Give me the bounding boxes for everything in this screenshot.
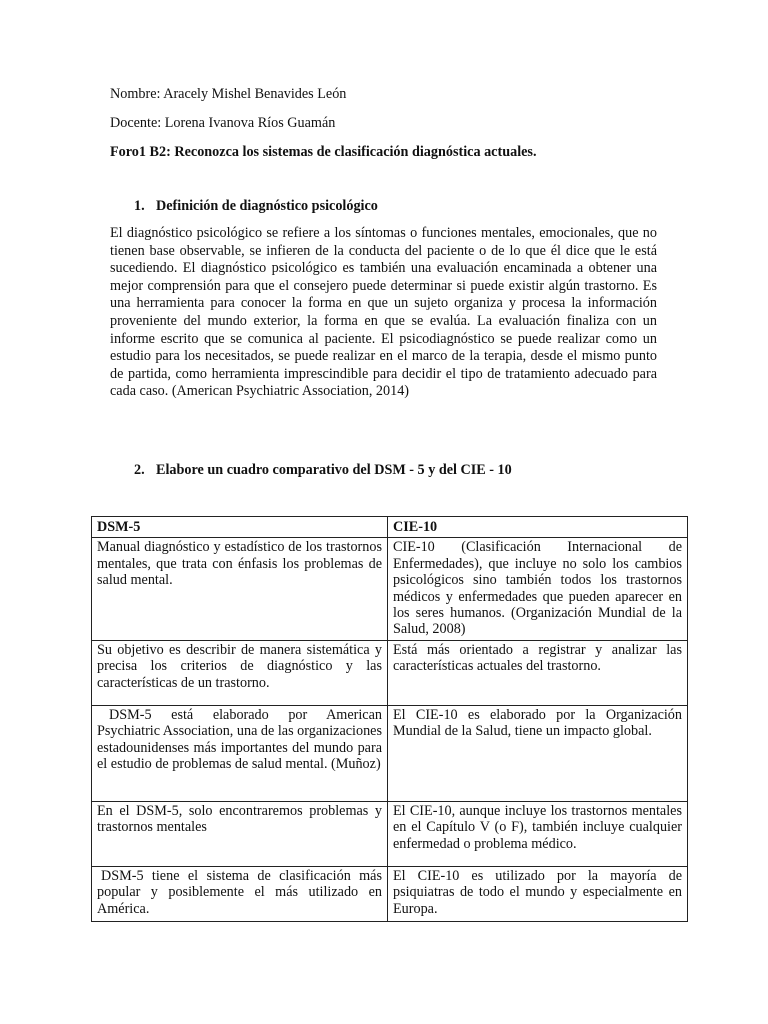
section-2-heading (134, 462, 512, 479)
cie10-cell: El CIE-10, aunque incluye los trastornos mentales en el Capítulo V (o F), también incluye cualquier enfermedad o problema médico. (388, 801, 688, 866)
forum-title: Foro1 B2: Reconozca los sistemas de clasificación diagnóstica actuales. (110, 144, 537, 160)
table-row (92, 640, 688, 705)
cie10-cell: El CIE-10 es utilizado por la mayoría de psiquiatras de todo el mundo y especialmente en Europa. (388, 866, 688, 921)
dsm5-cell: Manual diagnóstico y estadístico de los trastornos mentales, que trata con énfasis los problemas de salud mental. (92, 538, 388, 640)
table-row (92, 866, 688, 921)
section-2-number: 2. (134, 462, 145, 478)
header-dsm5: DSM-5 (92, 517, 388, 538)
table-row (92, 705, 688, 801)
table-row (92, 538, 688, 640)
table-row (92, 801, 688, 866)
teacher-name: Docente: Lorena Ivanova Ríos Guamán (110, 115, 336, 131)
dsm5-cell: En el DSM-5, solo encontraremos problemas y trastornos mentales (92, 801, 388, 866)
dsm5-cell: DSM-5 tiene el sistema de clasificación más popular y posiblemente el más utilizado en América. (92, 866, 388, 921)
student-name: Nombre: Aracely Mishel Benavides León (110, 86, 347, 102)
comparison-table (91, 516, 688, 922)
cie10-cell: El CIE-10 es elaborado por la Organización Mundial de la Salud, tiene un impacto global. (388, 705, 688, 801)
table-header-row (92, 517, 688, 538)
section-2-title: Elabore un cuadro comparativo del DSM - 5 y del CIE - 10 (156, 462, 512, 478)
cie10-cell: Está más orientado a registrar y analizar las características actuales del trastorno. (388, 640, 688, 705)
definition-paragraph: El diagnóstico psicológico se refiere a los síntomas o funciones mentales, emocionales, que no tienen base observable, se infieren de la conducta del paciente o de lo que él dice que le está sucediendo. El diagnóstico psicológico es también una evaluación encaminada a obtener una mejor comprensión para que el consejero puede determinar si puede existir algún trastorno. Es una herramienta para conocer la forma en que un sujeto organiza y procesa la información proveniente del mundo exterior, la forma en que se evalúa. La evaluación finaliza con un informe escrito que se comunica al paciente. El psicodiagnóstico se puede realizar como un estudio para los necesitados, se puede realizar en el marco de la terapia, desde el mismo punto de partida, como herramienta imprescindible para decidir el tipo de tratamiento adecuado para cada caso. (American Psychiatric Association, 2014) (110, 225, 657, 400)
header-cie10: CIE-10 (388, 517, 688, 538)
cie10-cell: CIE-10 (Clasificación Internacional de Enfermedades), que incluye no solo los cambios psicológicos sino también todos los trastornos médicos y enfermedades que pueden aparecer en los seres humanos. (Organización Mundial de la Salud, 2008) (388, 538, 688, 640)
dsm5-cell: Su objetivo es describir de manera sistemática y precisa los criterios de diagnóstico y las características de un trastorno. (92, 640, 388, 705)
section-1-number: 1. (134, 198, 145, 214)
dsm5-cell: DSM-5 está elaborado por American Psychiatric Association, una de las organizaciones estadounidenses más importantes del mundo para el estudio de problemas de salud mental. (Muñoz) (92, 705, 388, 801)
section-1-title: Definición de diagnóstico psicológico (156, 198, 378, 214)
section-1-heading (134, 198, 378, 215)
